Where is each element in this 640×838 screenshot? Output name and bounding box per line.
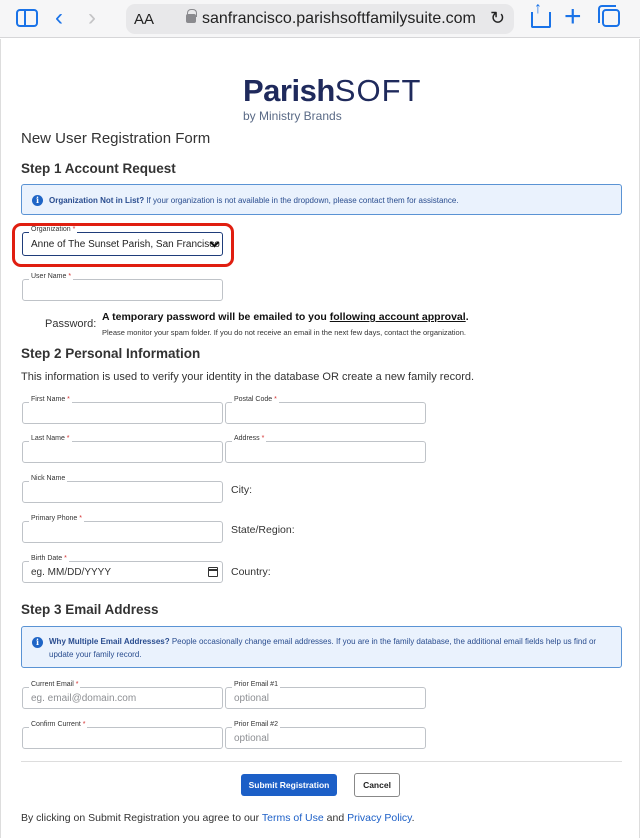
email-info-box bbox=[21, 626, 622, 668]
password-message: A temporary password will be emailed to you following account approval. bbox=[102, 311, 469, 323]
prior-email-2-label: Prior Email #2 bbox=[234, 721, 278, 728]
username-field[interactable] bbox=[22, 273, 223, 301]
address-label: Address * bbox=[234, 435, 265, 442]
email-info-text: Why Multiple Email Addresses? People occasionally change email addresses. If you are in the family database, the additional email fields help us find or update your family record. bbox=[49, 637, 597, 659]
back-chevron-icon[interactable]: ‹ bbox=[55, 4, 63, 31]
prior-email-1-field[interactable] bbox=[225, 681, 426, 709]
parishsoft-logo bbox=[243, 73, 422, 123]
calendar-icon[interactable] bbox=[208, 567, 218, 577]
step1-title: Step 1 Account Request bbox=[21, 161, 176, 176]
city-label: City: bbox=[231, 484, 252, 496]
step3-title: Step 3 Email Address bbox=[21, 602, 159, 617]
org-info-box bbox=[21, 184, 622, 215]
birth-date-placeholder: eg. MM/DD/YYYY bbox=[31, 567, 112, 578]
prior-email-1-label: Prior Email #1 bbox=[234, 681, 278, 688]
country-label: Country: bbox=[231, 566, 271, 578]
nick-name-field[interactable] bbox=[22, 475, 223, 503]
postal-code-field[interactable] bbox=[225, 396, 426, 424]
current-email-placeholder: eg. email@domain.com bbox=[31, 693, 137, 704]
step2-title: Step 2 Personal Information bbox=[21, 346, 201, 361]
nick-name-label: Nick Name bbox=[31, 475, 66, 482]
registration-page bbox=[0, 39, 640, 838]
address-field[interactable] bbox=[225, 435, 426, 463]
tabs-overview-icon[interactable] bbox=[602, 9, 620, 27]
share-icon[interactable] bbox=[531, 6, 549, 28]
info-icon: i bbox=[32, 195, 43, 206]
submit-registration-button[interactable]: Submit Registration bbox=[241, 774, 337, 796]
text-size-button[interactable]: AA bbox=[134, 11, 155, 28]
sidebar-toggle-icon[interactable] bbox=[16, 9, 38, 27]
cancel-button[interactable]: Cancel bbox=[354, 773, 400, 797]
browser-toolbar bbox=[0, 0, 640, 38]
reload-icon[interactable]: ↻ bbox=[490, 8, 506, 28]
url-text[interactable]: sanfrancisco.parishsoftfamilysuite.com bbox=[202, 10, 476, 27]
highlight-outline bbox=[12, 223, 234, 267]
prior-email-1-placeholder: optional bbox=[234, 693, 270, 704]
first-name-label: First Name * bbox=[31, 396, 70, 403]
divider bbox=[21, 761, 622, 762]
first-name-field[interactable] bbox=[22, 396, 223, 424]
postal-code-label: Postal Code * bbox=[234, 396, 277, 403]
org-info-text: Organization Not in List? If your organization is not available in the dropdown, please contact them for assistance. bbox=[49, 196, 459, 205]
last-name-field[interactable] bbox=[22, 435, 223, 463]
forward-chevron-icon[interactable]: › bbox=[88, 4, 96, 31]
current-email-label: Current Email * bbox=[31, 681, 79, 688]
prior-email-2-placeholder: optional bbox=[234, 733, 270, 744]
new-tab-icon[interactable]: + bbox=[564, 0, 582, 33]
logo-wordmark: ParishSOFT bbox=[243, 73, 422, 108]
primary-phone-label: Primary Phone * bbox=[31, 515, 82, 522]
primary-phone-field[interactable] bbox=[22, 515, 223, 543]
logo-tagline: by Ministry Brands bbox=[243, 109, 342, 123]
organization-label: Organization * bbox=[31, 226, 76, 233]
address-bar[interactable] bbox=[126, 4, 514, 34]
password-label: Password: bbox=[45, 318, 97, 330]
username-label: User Name * bbox=[31, 273, 72, 280]
confirm-current-label: Confirm Current * bbox=[31, 721, 86, 728]
last-name-label: Last Name * bbox=[31, 435, 70, 442]
birth-date-field[interactable] bbox=[22, 555, 223, 583]
birth-date-label: Birth Date * bbox=[31, 555, 67, 562]
confirm-current-email-field[interactable] bbox=[22, 721, 223, 749]
state-region-label: State/Region: bbox=[231, 524, 295, 536]
password-note: Please monitor your spam folder. If you do not receive an email in the next few days, contact the organization. bbox=[102, 328, 466, 337]
form-title: New User Registration Form bbox=[21, 130, 211, 147]
lock-icon bbox=[186, 14, 196, 23]
current-email-field[interactable] bbox=[22, 681, 223, 709]
step2-description: This information is used to verify your identity in the database OR create a new family record. bbox=[21, 371, 475, 383]
agreement-text: By clicking on Submit Registration you agree to our Terms of Use and Privacy Policy. bbox=[21, 812, 415, 824]
prior-email-2-field[interactable] bbox=[225, 721, 426, 749]
info-icon: i bbox=[32, 637, 43, 648]
organization-value: Anne of The Sunset Parish, San Francisco bbox=[31, 239, 220, 250]
terms-of-use-link[interactable]: Terms of Use bbox=[261, 812, 324, 824]
privacy-policy-link[interactable]: Privacy Policy bbox=[347, 812, 412, 824]
